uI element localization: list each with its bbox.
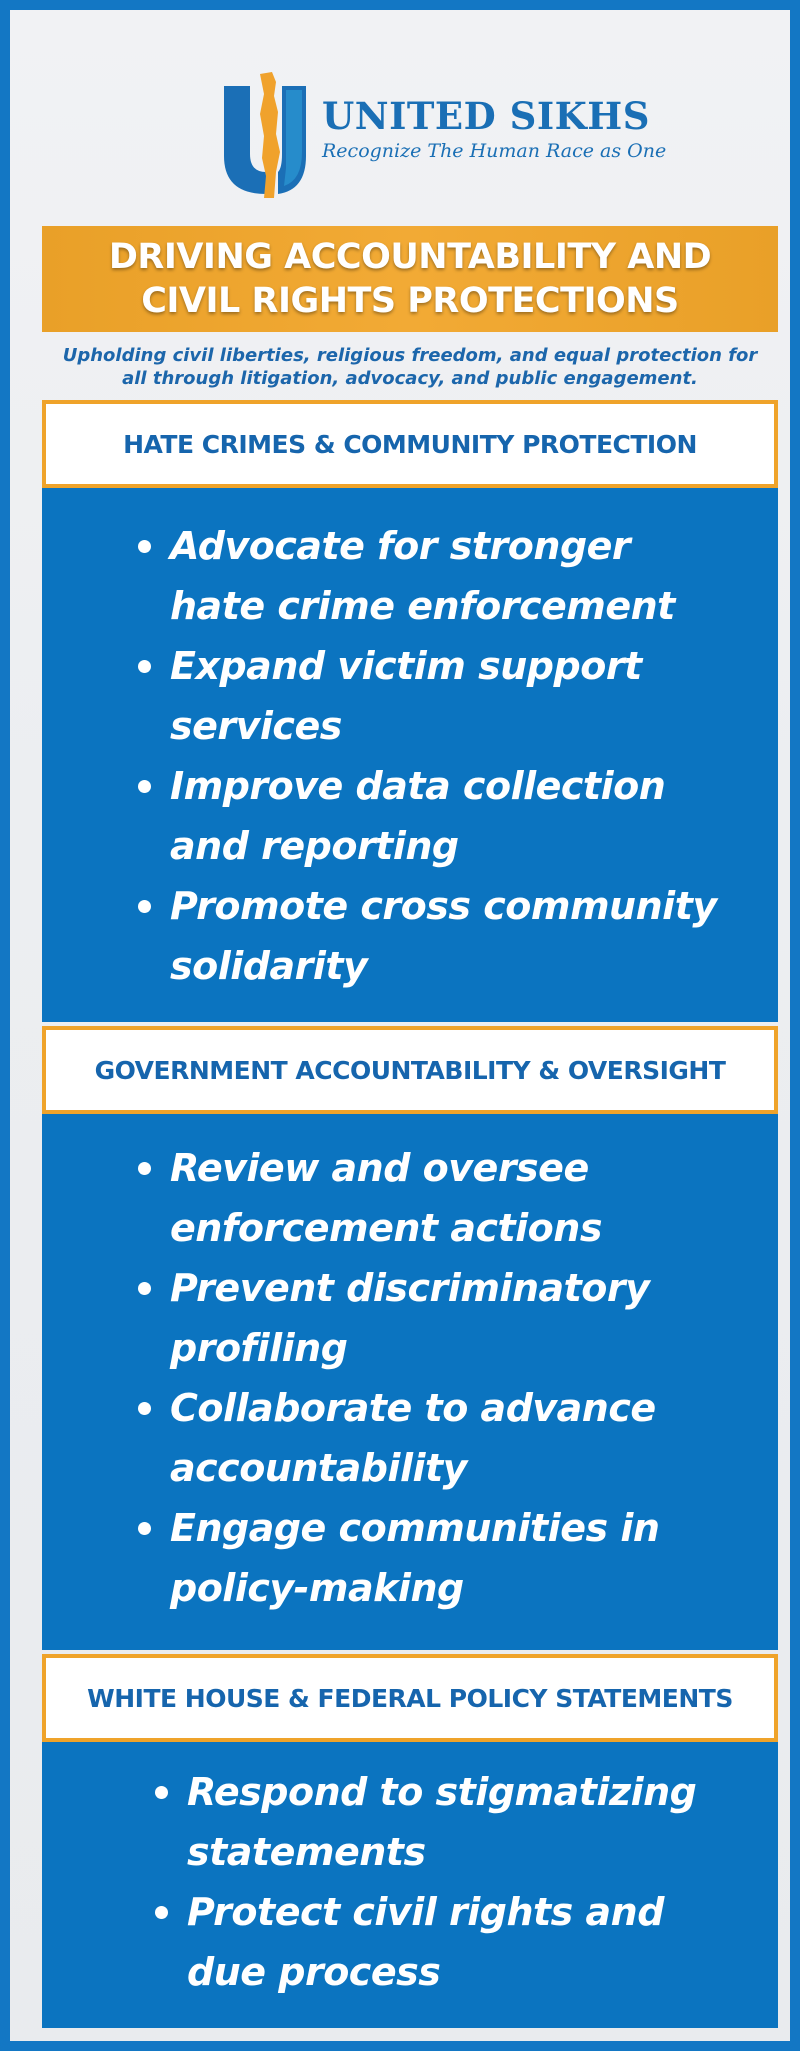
list-item: Advocate for stronger hate crime enforcement [170,516,730,636]
section-panel-government-accountability [42,1110,778,1650]
subtitle: Upholding civil liberties, religious freedom, and equal protection for all through litigation, advocacy, and public engagement. [62,345,758,389]
section-header-label: GOVERNMENT ACCOUNTABILITY & OVERSIGHT [94,1055,726,1085]
section-panel-white-house [42,1738,778,2028]
list-item: Protect civil rights and due process [187,1882,747,2002]
section-header-white-house [42,1654,778,1742]
section-panel-hate-crimes [42,484,778,1022]
page-title: DRIVING ACCOUNTABILITY AND CIVIL RIGHTS PROTECTIONS [108,237,712,321]
section-header-label: HATE CRIMES & COMMUNITY PROTECTION [123,429,697,459]
bullet-list [42,1738,747,2002]
section-header-label: WHITE HOUSE & FEDERAL POLICY STATEMENTS [87,1683,733,1713]
list-item: Respond to stigmatizing statements [187,1762,747,1882]
united-sikhs-logo-icon [220,72,320,200]
list-item: Prevent discriminatory profiling [170,1258,730,1378]
bullet-list [42,484,730,996]
list-item: Promote cross community solidarity [170,876,730,996]
list-item: Review and oversee enforcement actions [170,1138,730,1258]
bullet-list [42,1110,730,1618]
brand-name: UNITED SIKHS [322,94,650,138]
title-banner [42,226,778,332]
brand-tagline: Recognize The Human Race as One [322,140,667,162]
list-item: Expand victim support services [170,636,730,756]
logo [220,72,667,200]
list-item: Collaborate to advance accountability [170,1378,730,1498]
list-item: Engage communities in policy-making [170,1498,730,1618]
section-header-hate-crimes [42,400,778,488]
list-item: Improve data collection and reporting [170,756,730,876]
section-header-government-accountability [42,1026,778,1114]
